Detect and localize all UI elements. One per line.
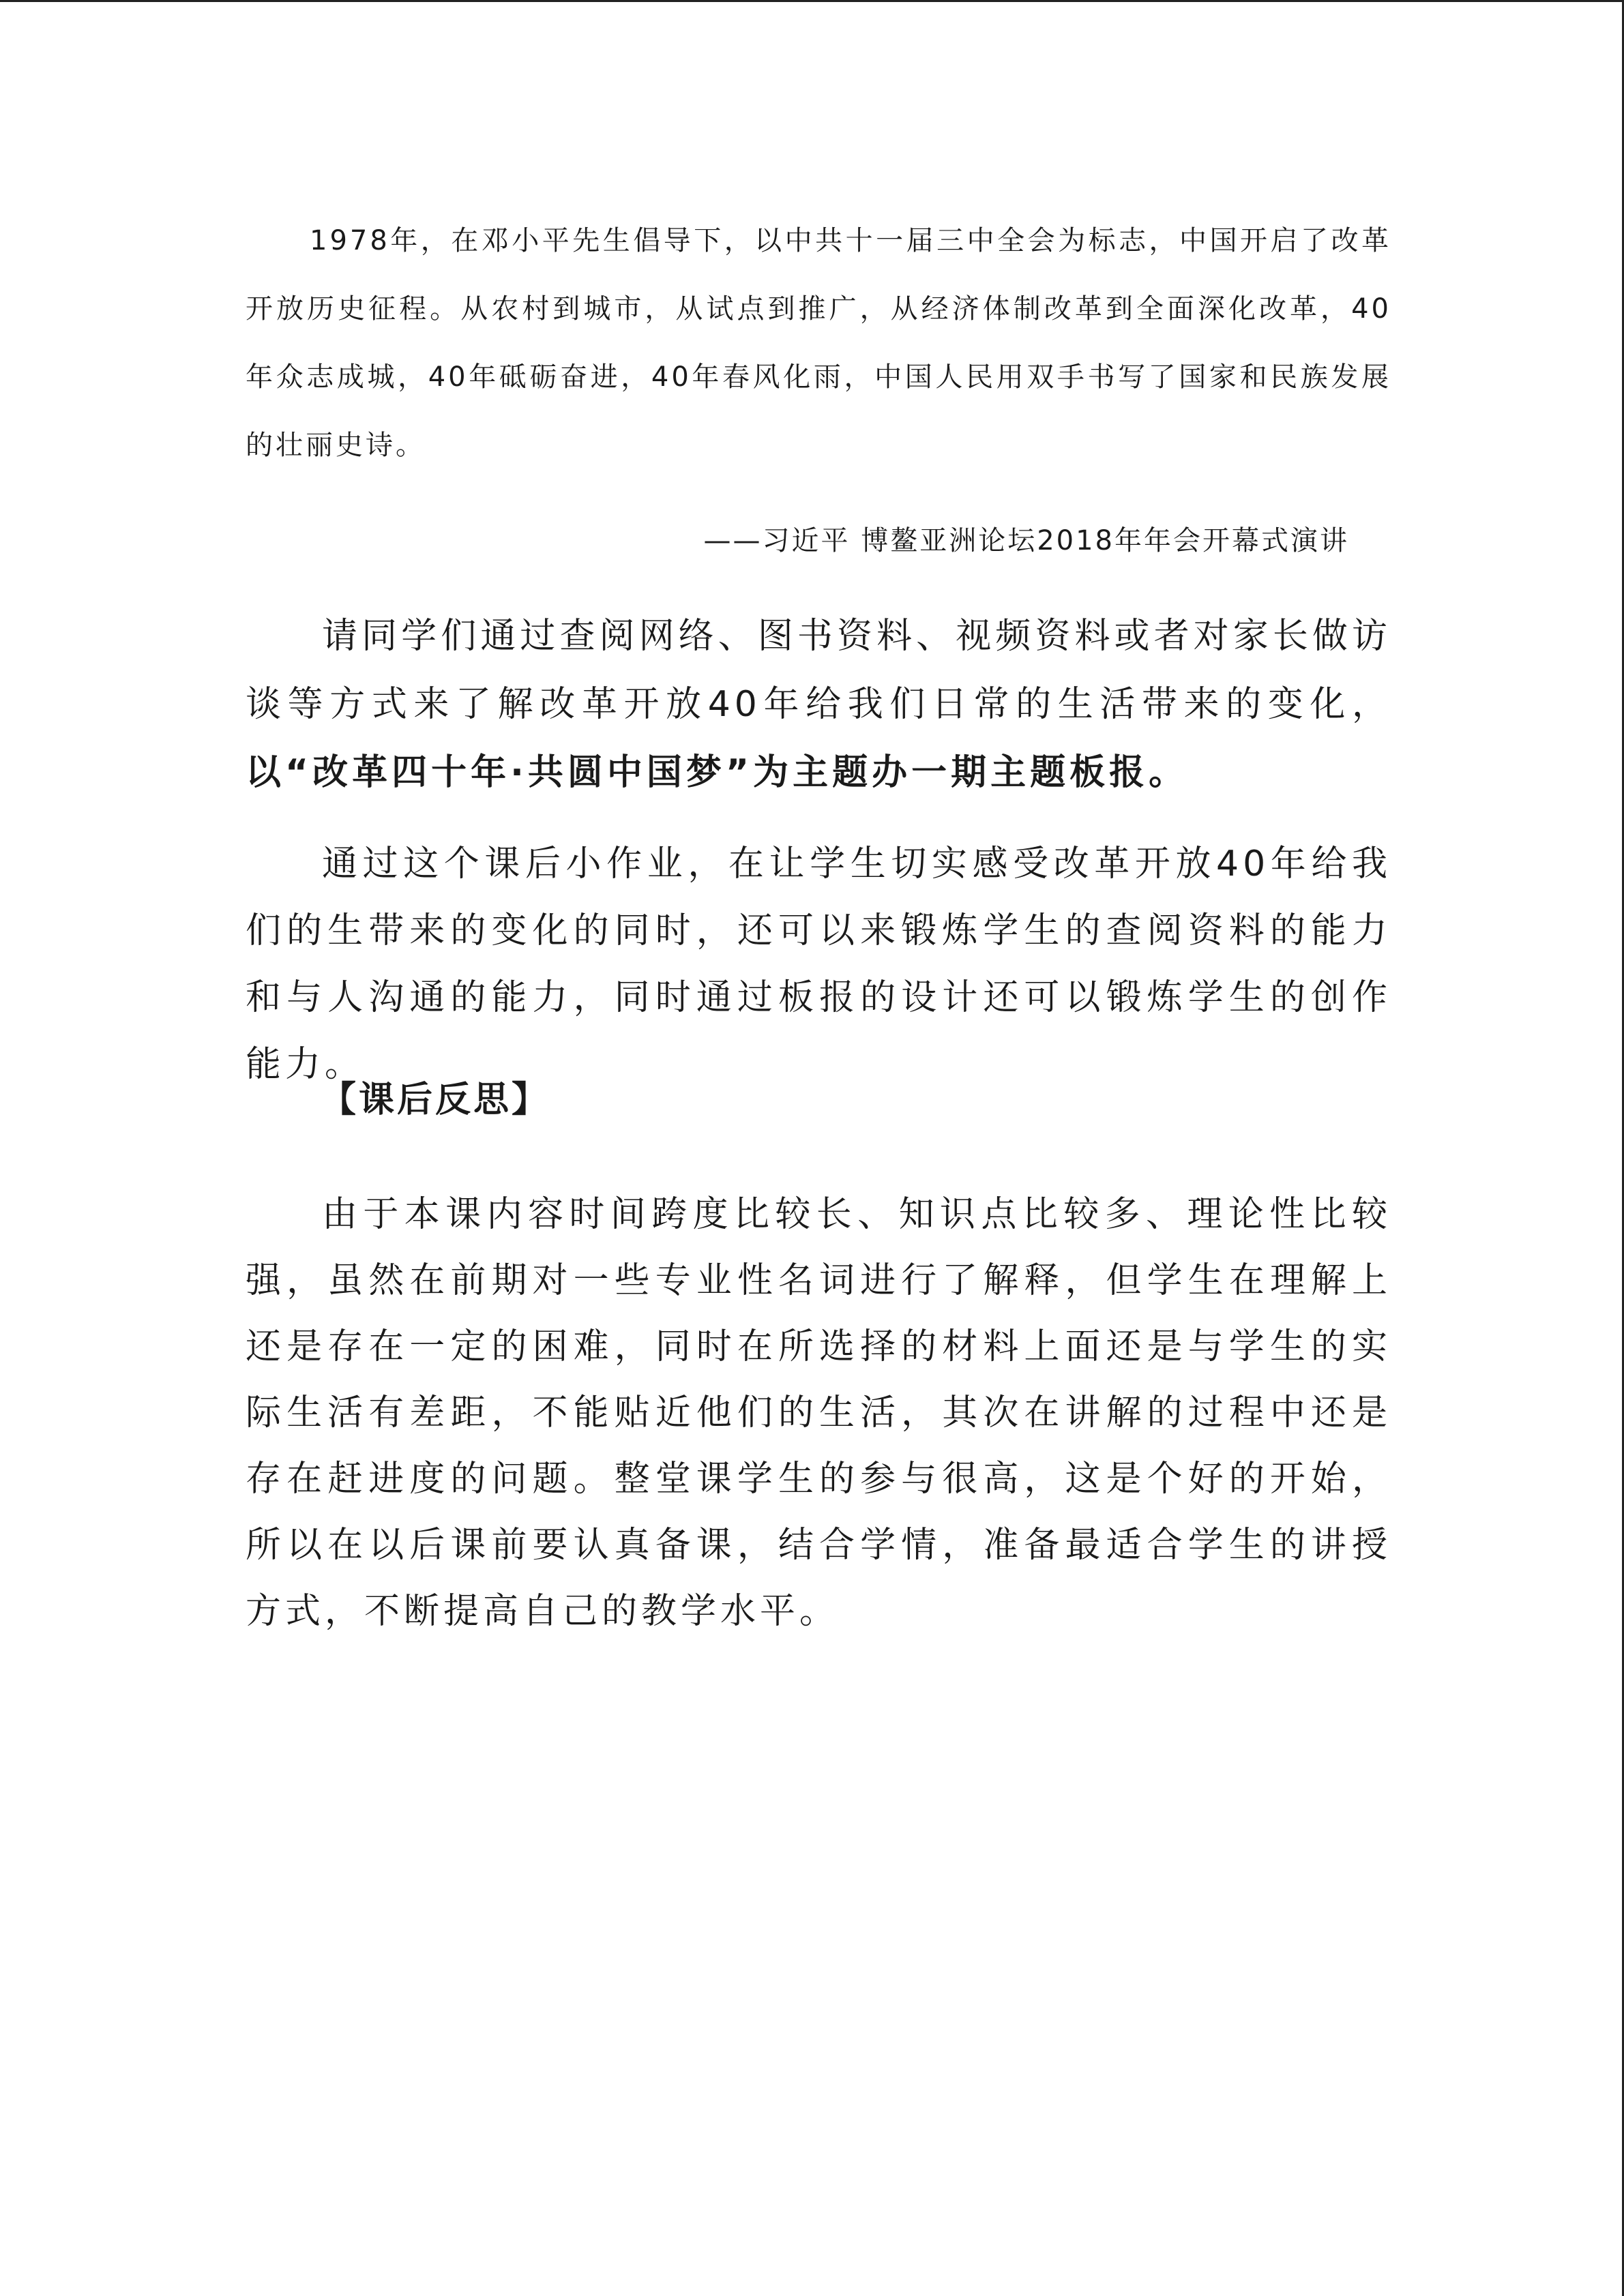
assignment-paragraph — [246, 602, 1391, 807]
quote-paragraph: 1978年，在邓小平先生倡导下，以中共十一届三中全会为标志，中国开启了改革开放历史征程。从农村到城市，从试点到推广，从经济体制改革到全面深化改革，40年众志成城，40年砥砺奋进，40年春风化雨，中国人民用双手书写了国家和民族发展的壮丽史诗。 — [246, 225, 1391, 461]
purpose-paragraph: 通过这个课后小作业，在让学生切实感受改革开放40年给我们的生带来的变化的同时，还可以来锻炼学生的查阅资料的能力和与人沟通的能力，同时通过板报的设计还可以锻炼学生的创作能力。 — [246, 844, 1391, 1085]
reflection-paragraph: 由于本课内容时间跨度比较长、知识点比较多、理论性比较强，虽然在前期对一些专业性名词进行了解释，但学生在理解上还是存在一定的困难，同时在所选择的材料上面还是与学生的实际生活有差距，不能贴近他们的生活，其次在讲解的过程中还是存在赶进度的问题。整堂课学生的参与很高，这是个好的开始，所以在以后课前要认真备课，结合学情，准备最适合学生的讲授方式，不断提高自己的教学水平。 — [246, 1194, 1391, 1632]
assignment-bold-text: 以“改革四十年·共圆中国梦”为主题办一期主题板报。 — [246, 752, 1189, 793]
assignment-text: 请同学们通过查阅网络、图书资料、视频资料或者对家长做访谈等方式来了解改革开放40年给我们日常的生活带来的变化， — [246, 616, 1391, 725]
reflection-heading: 【课后反思】 — [321, 1079, 550, 1120]
quote-attribution: ——习近平 博鳌亚洲论坛2018年年会开幕式演讲 — [703, 525, 1349, 556]
